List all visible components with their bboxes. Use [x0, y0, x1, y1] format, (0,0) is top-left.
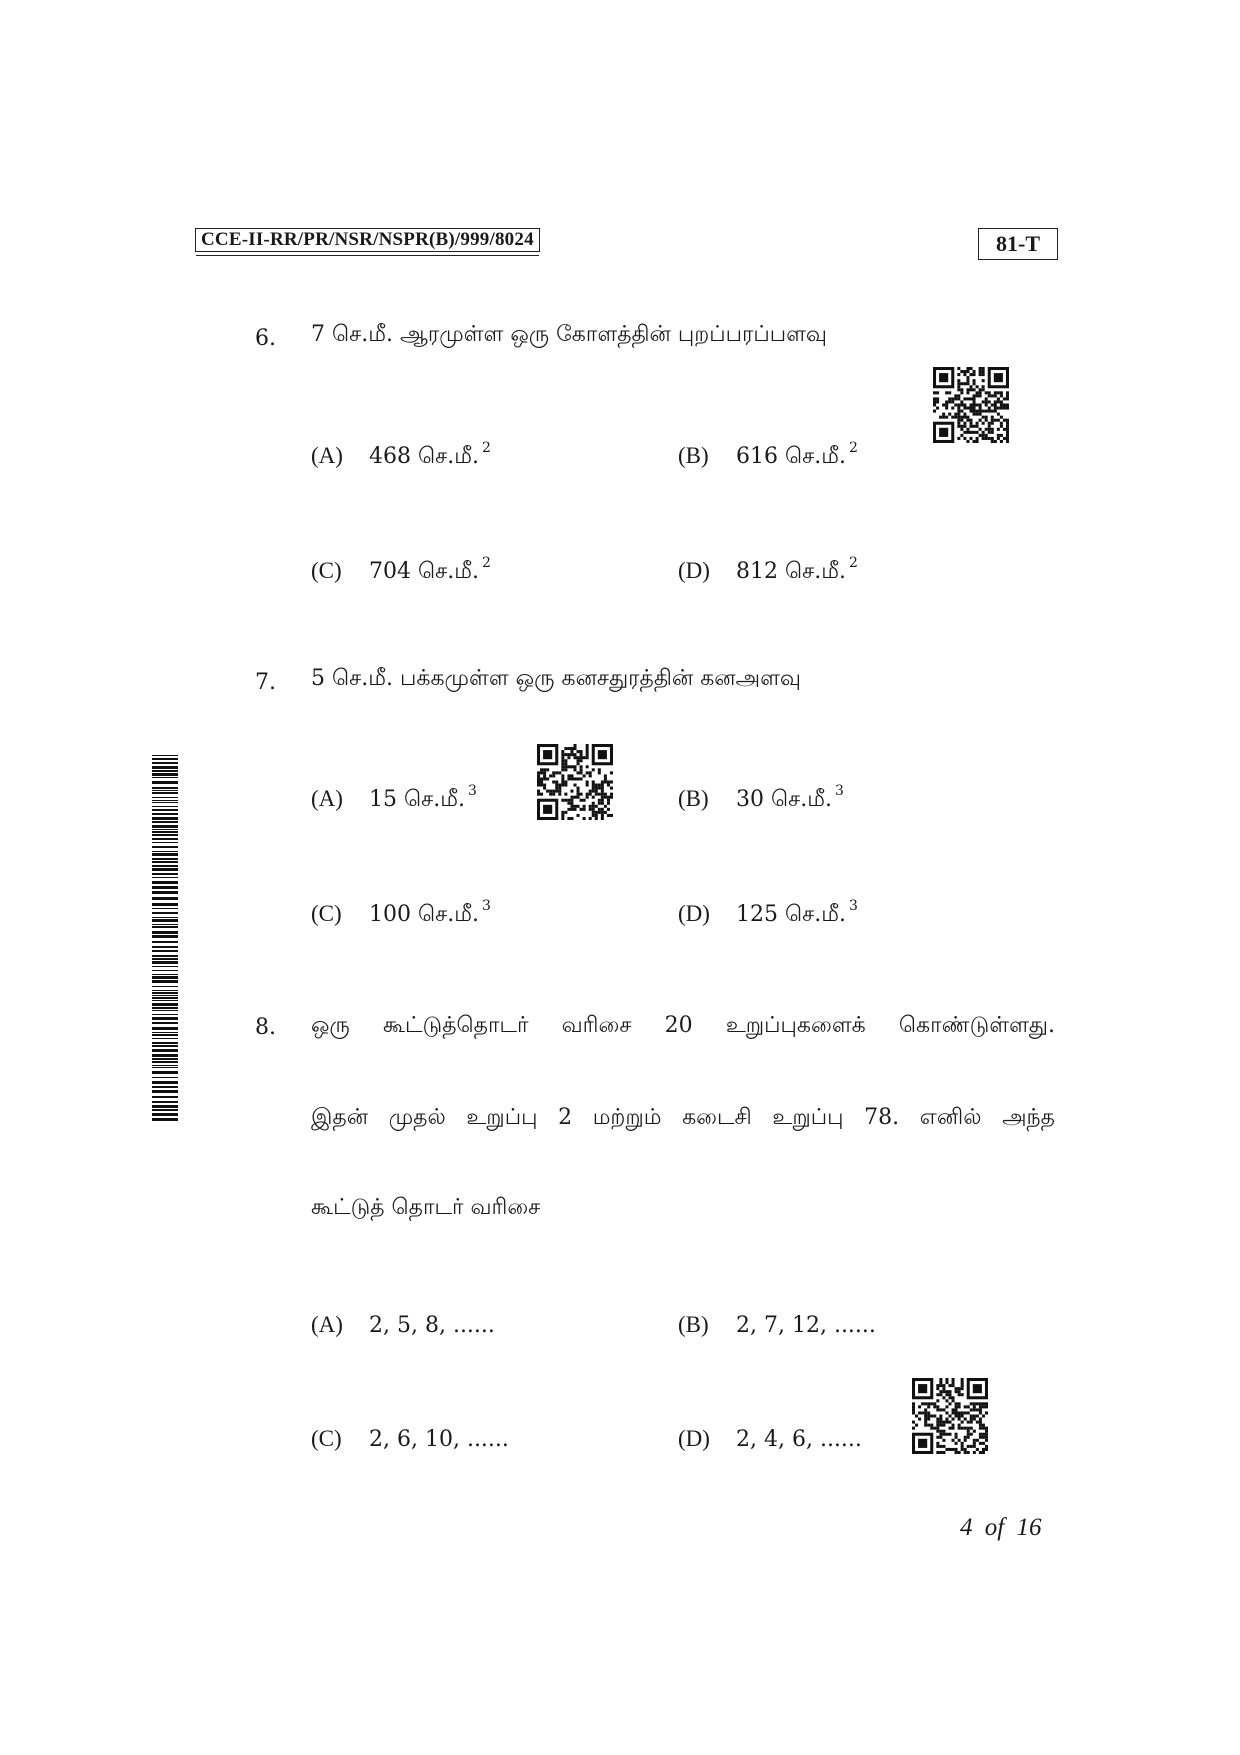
question-7-option-c: (C) 100 செ.மீ. $^3$	[311, 898, 491, 927]
question-6-option-a: (A) 468 செ.மீ. $^2$	[311, 440, 491, 469]
question-8-line-1: ஒரு கூட்டுத்தொடர் வரிசை 20 உறுப்புகளைக் கொண்டுள்ளது.	[311, 1013, 1055, 1038]
question-7-option-b: (B) 30 செ.மீ. $^3$	[678, 783, 844, 812]
barcode	[152, 755, 178, 1122]
question-8-line-2: இதன் முதல் உறுப்பு 2 மற்றும் கடைசி உறுப்பு 78. எனில் அந்த	[311, 1105, 1055, 1130]
question-7-option-d: (D) 125 செ.மீ. $^3$	[678, 898, 858, 927]
question-7-text: 5 செ.மீ. பக்கமுள்ள ஒரு கனசதுரத்தின் கனஅளவு	[311, 666, 801, 691]
question-7-option-a: (A) 15 செ.மீ. $^3$	[311, 783, 477, 812]
question-8-option-a: (A) 2, 5, 8, ......	[311, 1312, 495, 1338]
page-number: 4 of 16	[960, 1514, 1042, 1541]
question-6-option-d: (D) 812 செ.மீ. $^2$	[678, 555, 858, 584]
question-8-line-3: கூட்டுத் தொடர் வரிசை	[311, 1195, 541, 1220]
question-8-option-b: (B) 2, 7, 12, ......	[678, 1312, 876, 1338]
question-6-option-c: (C) 704 செ.மீ. $^2$	[311, 555, 491, 584]
question-7-number: 7.	[255, 670, 276, 695]
series-code: 81-T	[978, 228, 1058, 260]
question-6-option-b: (B) 616 செ.மீ. $^2$	[678, 440, 858, 469]
qr-code	[933, 367, 1009, 443]
qr-code	[537, 744, 613, 820]
question-6-text: 7 செ.மீ. ஆரமுள்ள ஒரு கோளத்தின் புறப்பரப்பளவு	[311, 322, 827, 347]
question-6-number: 6.	[255, 326, 276, 351]
question-8-number: 8.	[255, 1015, 276, 1040]
qr-code	[912, 1378, 988, 1454]
question-8-option-c: (C) 2, 6, 10, ......	[311, 1426, 509, 1452]
exam-code: CCE-II-RR/PR/NSR/NSPR(B)/999/8024	[195, 228, 540, 252]
question-8-option-d: (D) 2, 4, 6, ......	[678, 1426, 862, 1452]
